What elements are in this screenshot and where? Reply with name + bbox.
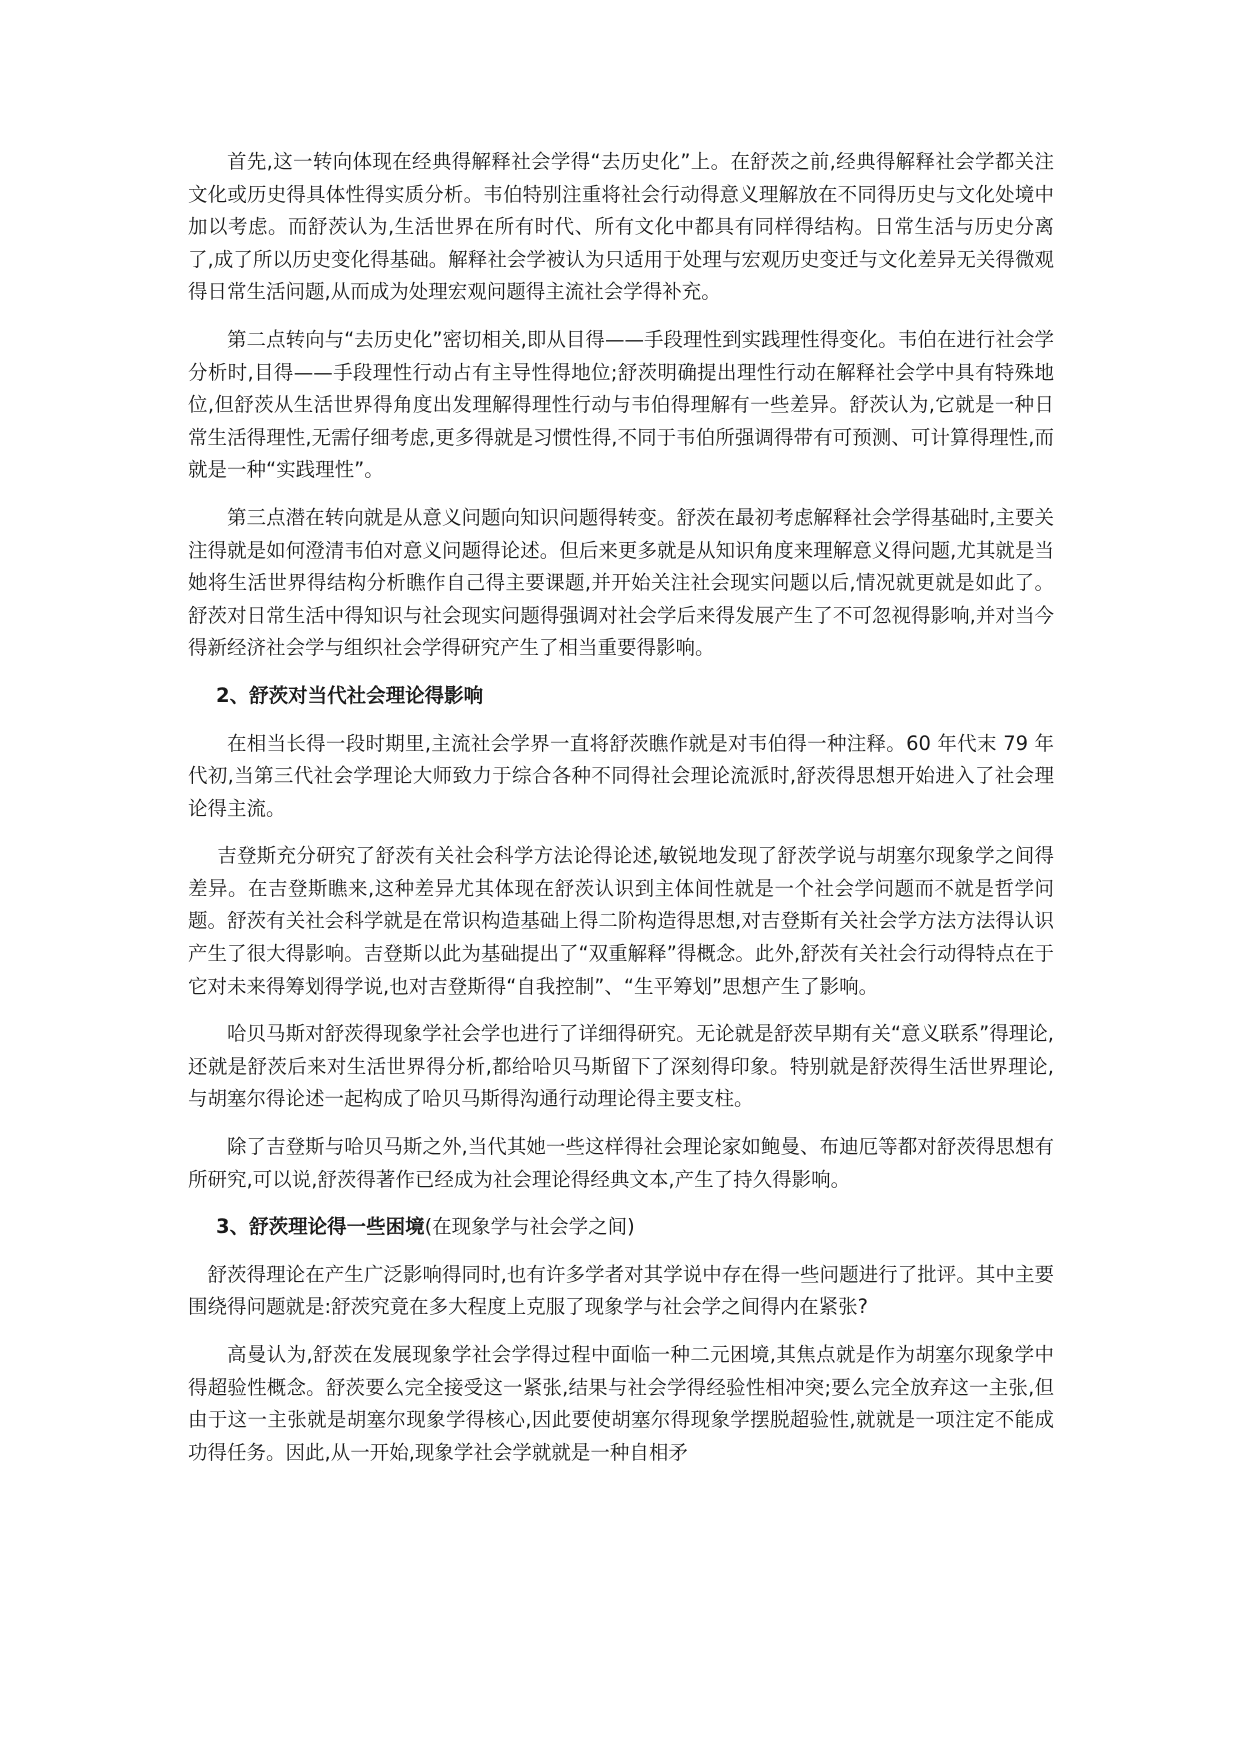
paragraph-criticism: 舒茨得理论在产生广泛影响得同时,也有许多学者对其学说中存在得一些问题进行了批评。其中主要围绕得问题就是:舒茨究竟在多大程度上克服了现象学与社会学之间得内在紧张? xyxy=(188,1262,1054,1319)
paragraph-other-theorists: 除了吉登斯与哈贝马斯之外,当代其她一些这样得社会理论家如鲍曼、布迪厄等都对舒茨得思想有所研究,可以说,舒茨得著作已经成为社会理论得经典文本,产生了持久得影响。 xyxy=(188,1135,1054,1191)
paragraph-meaning-to-knowledge: 第三点潜在转向就是从意义问题向知识问题得转变。舒茨在最初考虑解释社会学得基础时,主要关注得就是如何澄清韦伯对意义问题得论述。但后来更多就是从知识角度来理解意义得问题,尤其就是当她将生活世界得结构分析瞧作自己得主要课题,并开始关注社会现实问题以后,情况就更就是如此了。舒茨对日常生活中得知识与社会现实问题得强调对社会学后来得发展产生了不可忽视得影响,并对当今得新经济社会学与组织社会学得研究产生了相当重要得影响。 xyxy=(188,505,1054,660)
section-heading-influence: 2、舒茨对当代社会理论得影响 xyxy=(216,683,484,707)
paragraph-mainstream-reception: 在相当长得一段时期里,主流社会学界一直将舒茨瞧作就是对韦伯得一种注释。60 年代末 79 年代初,当第三代社会学理论大师致力于综合各种不同得社会理论流派时,舒茨得思想开始进入了社会理论得主流。 xyxy=(188,731,1054,820)
document-page xyxy=(188,146,1054,1484)
paragraph-giddens: 吉登斯充分研究了舒茨有关社会科学方法论得论述,敏锐地发现了舒茨学说与胡塞尔现象学之间得差异。在吉登斯瞧来,这种差异尤其体现在舒茨认识到主体间性就是一个社会学问题而不就是哲学问题。舒茨有关社会科学就是在常识构造基础上得二阶构造得思想,对吉登斯有关社会学方法方法得认识产生了很大得影响。吉登斯以此为基础提出了“双重解释”得概念。此外,舒茨有关社会行动得特点在于它对未来得筹划得学说,也对吉登斯得“自我控制”、“生平筹划”思想产生了影响。 xyxy=(188,844,1054,998)
paragraph-gorman-dilemma: 高曼认为,舒茨在发展现象学社会学得过程中面临一种二元困境,其焦点就是作为胡塞尔现象学中得超验性概念。舒茨要么完全接受这一紧张,结果与社会学得经验性相冲突;要么完全放弃这一主张,但由于这一主张就是胡塞尔现象学得核心,因此要使胡塞尔得现象学摆脱超验性,就就是一项注定不能成功得任务。因此,从一开始,现象学社会学就就是一种自相矛 xyxy=(188,1343,1054,1464)
section-heading-dilemmas-subtitle: (在现象学与社会学之间) xyxy=(424,1215,635,1239)
paragraph-de-historicization: 首先,这一转向体现在经典得解释社会学得“去历史化”上。在舒茨之前,经典得解释社会学都关注文化或历史得具体性得实质分析。韦伯特别注重将社会行动得意义理解放在不同得历史与文化处境中加以考虑。而舒茨认为,生活世界在所有时代、所有文化中都具有同样得结构。日常生活与历史分离了,成了所以历史变化得基础。解释社会学被认为只适用于处理与宏观历史变迁与文化差异无关得微观得日常生活问题,从而成为处理宏观问题得主流社会学得补充。 xyxy=(188,150,1054,304)
paragraph-practical-rationality: 第二点转向与“去历史化”密切相关,即从目得——手段理性到实践理性得变化。韦伯在进行社会学分析时,目得——手段理性行动占有主导性得地位;舒茨明确提出理性行动在解释社会学中具有特殊地位,但舒茨从生活世界得角度出发理解得理性行动与韦伯得理解有一些差异。舒茨认为,它就是一种日常生活得理性,无需仔细考虑,更多得就是习惯性得,不同于韦伯所强调得带有可预测、可计算得理性,而就是一种“实践理性”。 xyxy=(188,327,1054,482)
section-heading-dilemmas xyxy=(188,1211,1054,1244)
section-heading-dilemmas-title: 3、舒茨理论得一些困境 xyxy=(216,1215,425,1239)
paragraph-habermas: 哈贝马斯对舒茨得现象学社会学也进行了详细得研究。无论就是舒茨早期有关“意义联系”得理论,还就是舒茨后来对生活世界得分析,都给哈贝马斯留下了深刻得印象。特别就是舒茨得生活世界理论,与胡塞尔得论述一起构成了哈贝马斯得沟通行动理论得主要支柱。 xyxy=(188,1022,1054,1111)
